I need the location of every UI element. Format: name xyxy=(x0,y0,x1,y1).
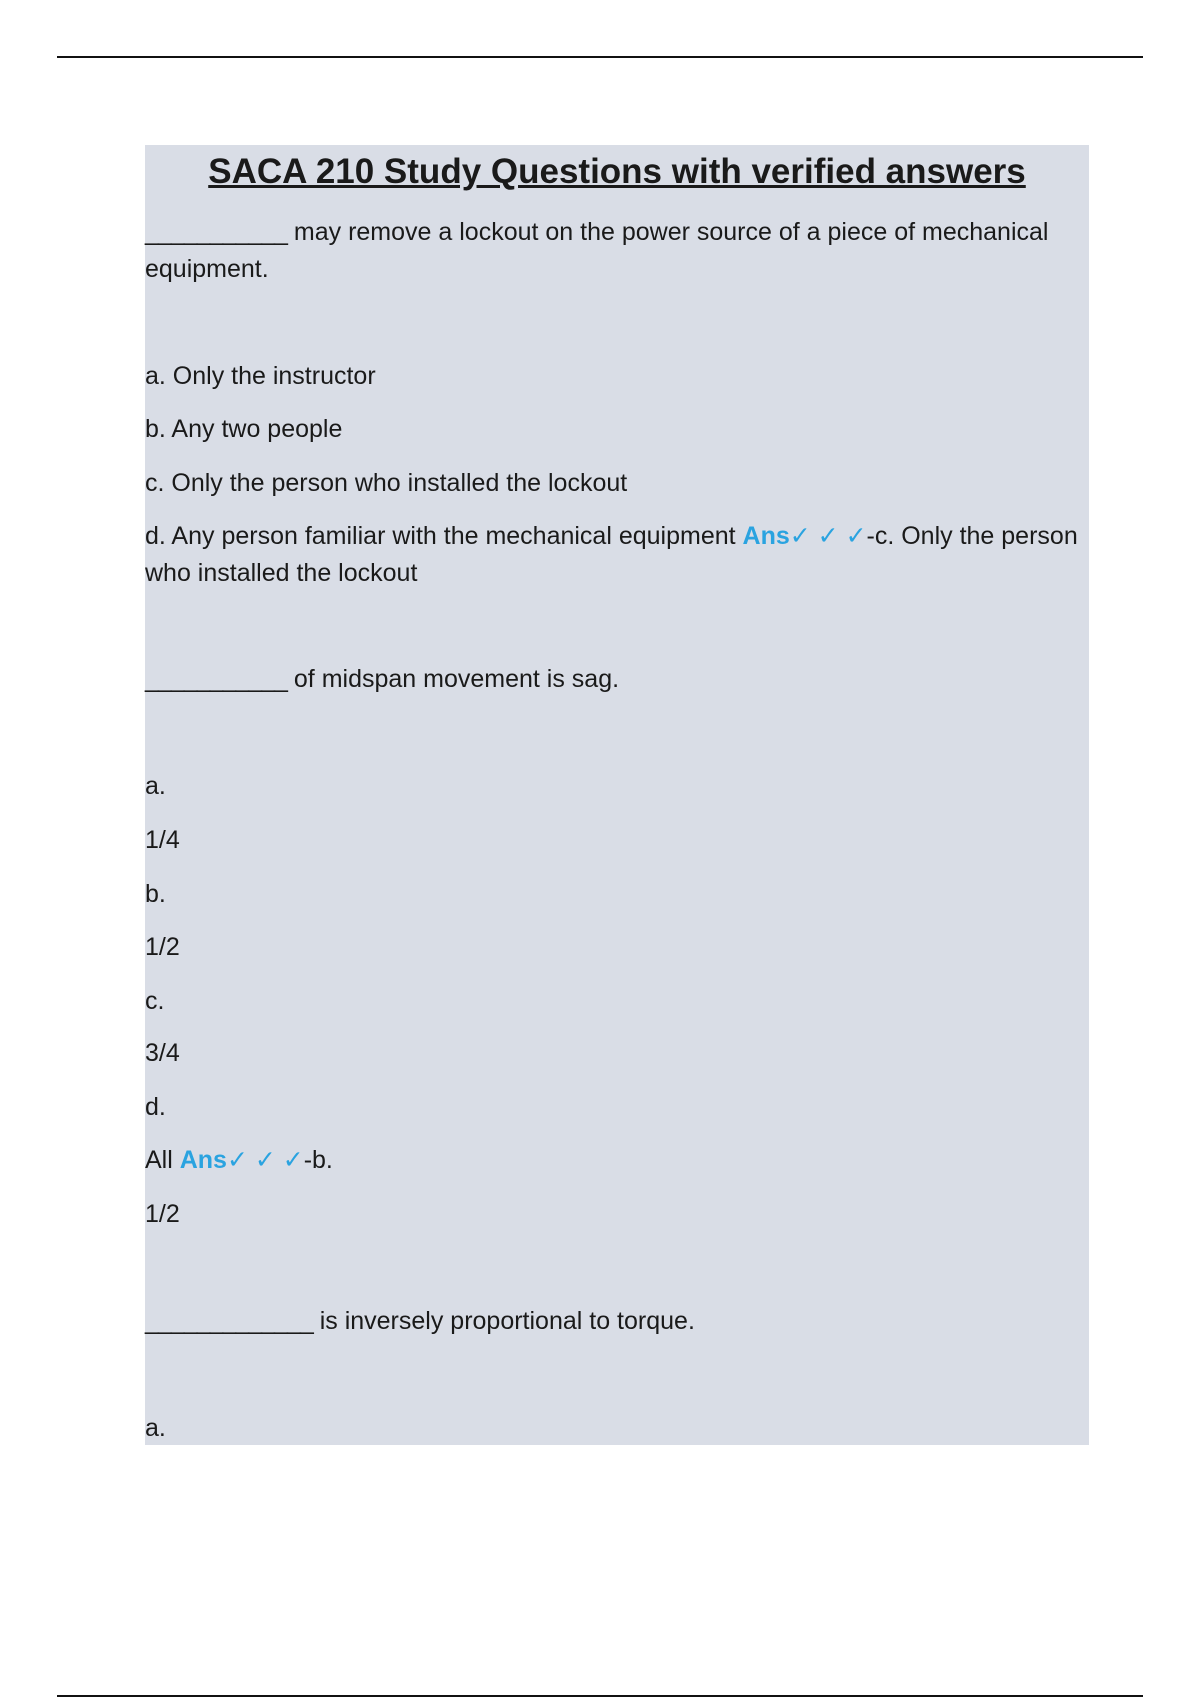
question-1-blank: ___________ xyxy=(145,218,287,246)
q2-option-d-value xyxy=(145,1142,1085,1179)
question-1-text: may remove a lockout on the power source of a piece of mechanical equipment. xyxy=(145,218,1049,283)
q1-answer-checkmarks-icon: ✓ ✓ ✓ xyxy=(789,522,867,550)
q2-answer-label: Ans xyxy=(179,1146,227,1174)
question-3-blank: _____________ xyxy=(145,1307,313,1335)
question-2-stem xyxy=(145,661,1085,698)
q1-option-b: b. Any two people xyxy=(145,415,343,443)
q1-option-a: a. Only the instructor xyxy=(145,362,376,390)
q2-option-d-label: d. xyxy=(145,1093,166,1121)
q1-answer-label: Ans xyxy=(742,522,790,550)
question-2-text: of midspan movement is sag. xyxy=(286,665,620,693)
question-1-stem xyxy=(145,214,1085,288)
q2-option-b-value: 1/2 xyxy=(145,933,180,961)
q1-option-d-text: d. Any person familiar with the mechanical equipment xyxy=(145,522,743,550)
q1-option-c: c. Only the person who installed the lockout xyxy=(145,469,628,497)
q3-option-a-label: a. xyxy=(145,1414,166,1442)
q2-option-d-text: All xyxy=(145,1146,180,1174)
question-3-text: is inversely proportional to torque. xyxy=(312,1307,695,1335)
header-rule xyxy=(57,56,1143,58)
question-2-blank: ___________ xyxy=(145,665,287,693)
q2-option-b-label: b. xyxy=(145,880,166,908)
q2-option-a-value: 1/4 xyxy=(145,826,180,854)
q2-option-c-label: c. xyxy=(145,987,165,1015)
q2-option-a-label: a. xyxy=(145,772,166,800)
question-3-stem xyxy=(145,1303,1085,1340)
q2-answer-checkmarks-icon: ✓ ✓ ✓ xyxy=(226,1146,304,1174)
page-title: SACA 210 Study Questions with verified answers xyxy=(208,152,1026,191)
footer-rule xyxy=(57,1695,1143,1697)
q2-option-c-value: 3/4 xyxy=(145,1039,180,1067)
q2-answer-text: -b. xyxy=(303,1146,333,1174)
q1-option-d xyxy=(145,518,1085,592)
q1-answer-text: -c. Only the person who installed the lockout xyxy=(145,522,1078,587)
q2-answer-value: 1/2 xyxy=(145,1200,180,1228)
